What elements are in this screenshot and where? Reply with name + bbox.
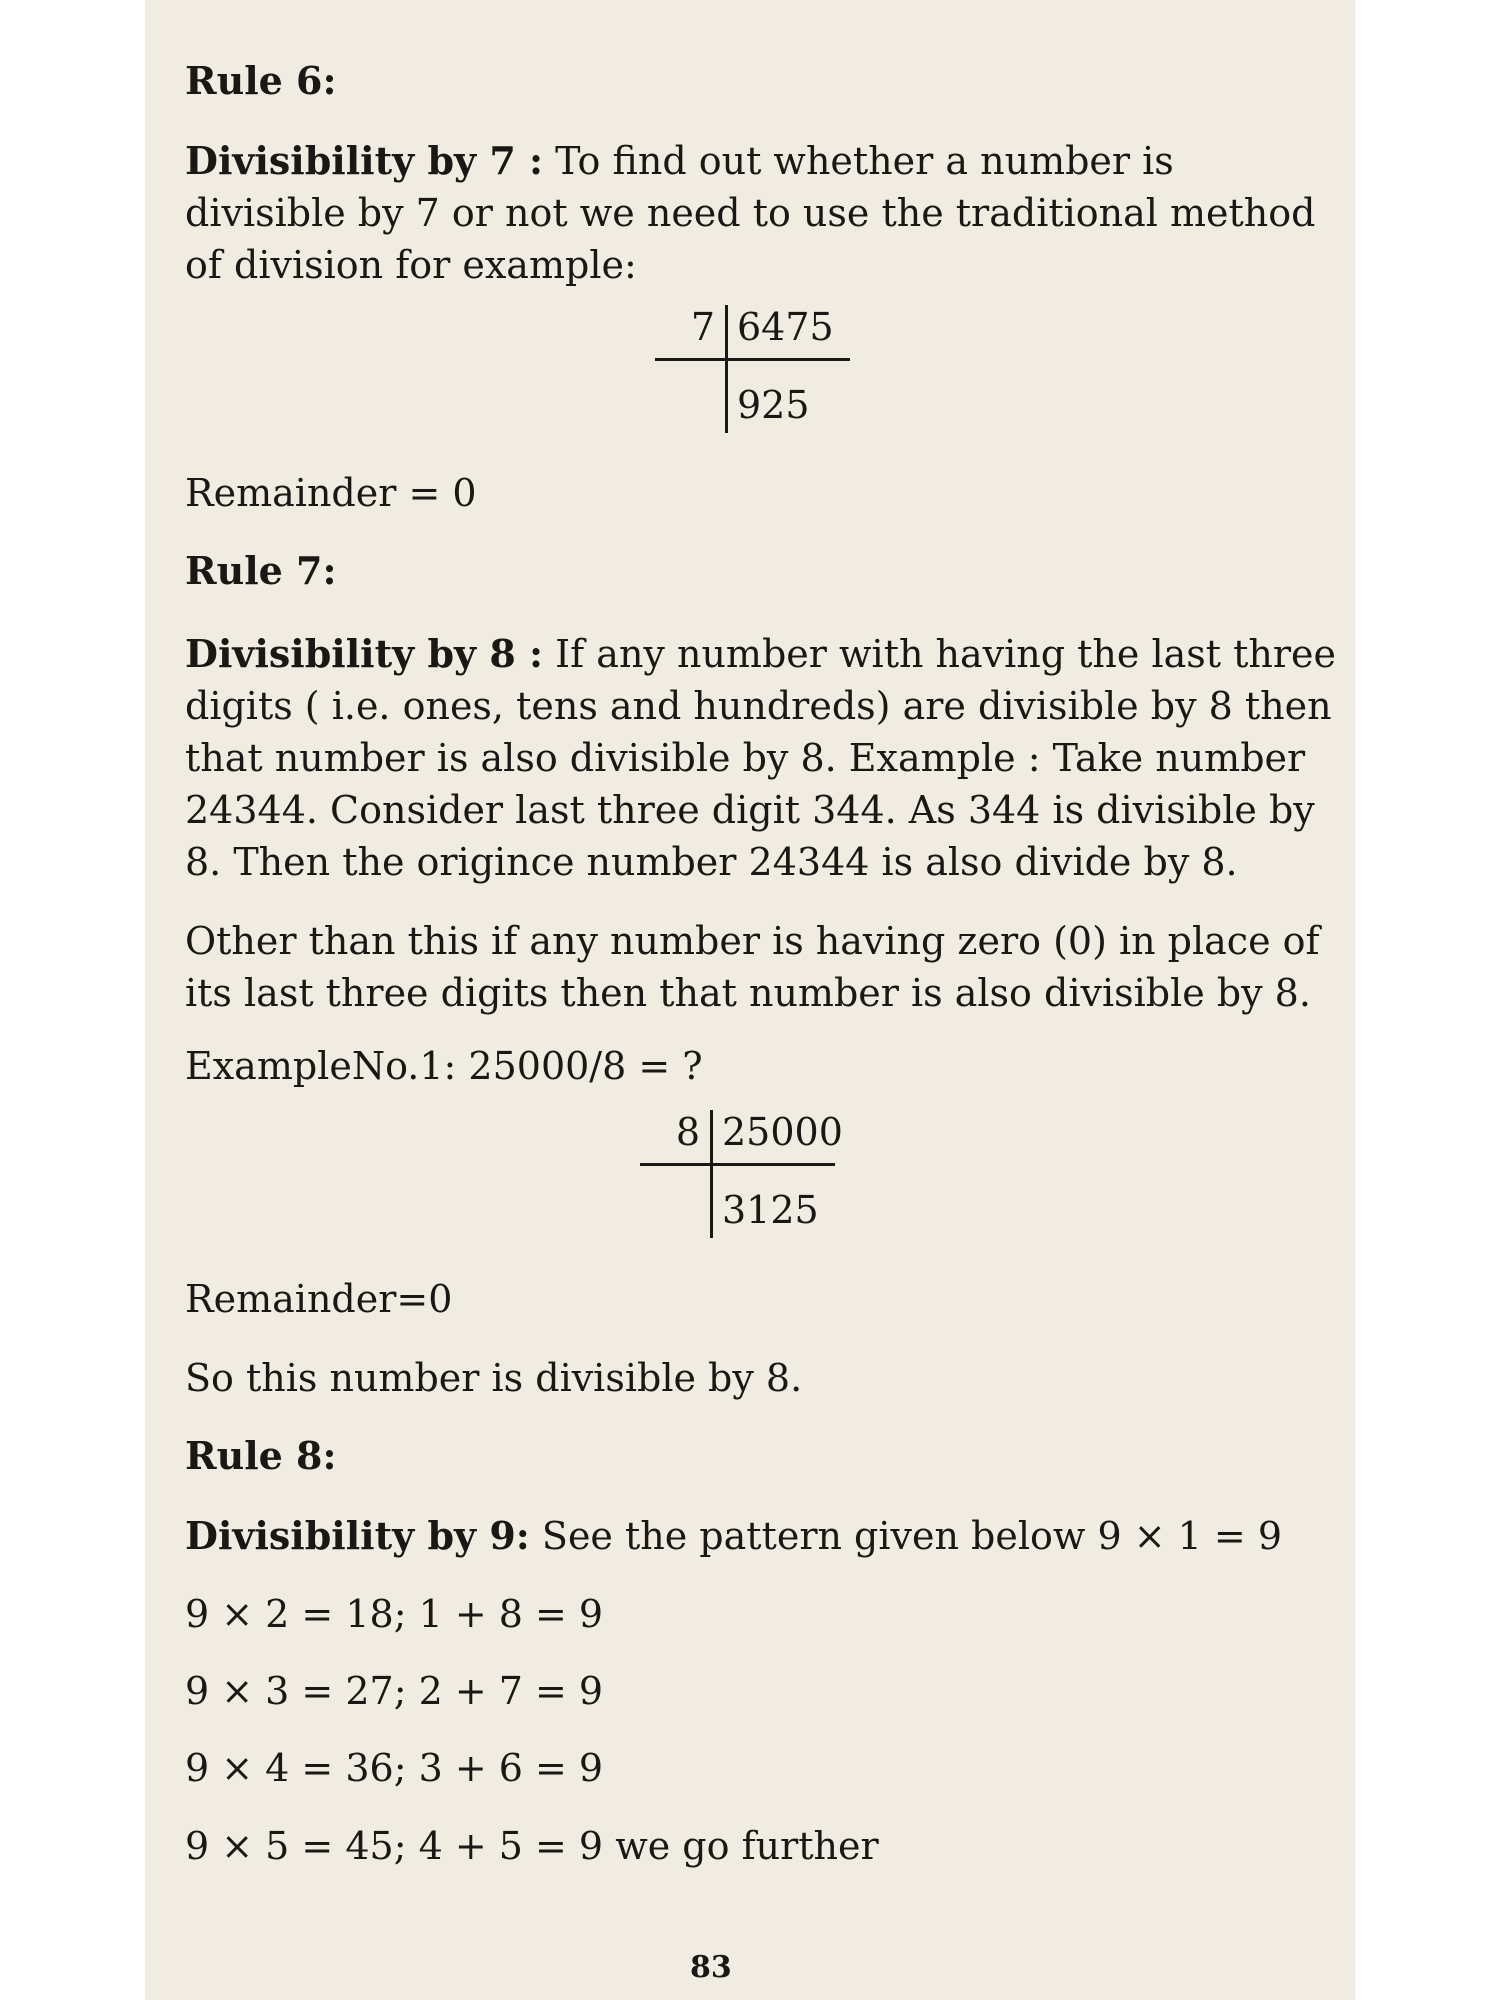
rule6-quotient: 925 [737,383,810,427]
rule6-heading: Rule 6: [185,58,337,103]
rule7-paragraph [185,628,1345,888]
page-number: 83 [690,1950,732,1985]
rule7-label: Divisibility by 8 : [185,631,544,676]
rule6-label: Divisibility by 7 : [185,138,544,183]
rule8-line-3: 9 × 4 = 36; 3 + 6 = 9 [185,1746,604,1790]
rule6-remainder: Remainder = 0 [185,471,477,515]
rule7-divisor: 8 [675,1110,700,1154]
rule8-text: See the pattern given below 9 × 1 = 9 [529,1514,1282,1558]
rule7-text: If any number with having the last three digits ( i.e. ones, tens and hundreds) are divisible by 8 then that number is also divisible by 8. Example : Take number 24344. Consider last three digit 344. As 344 is divisible by 8. Then the origince number 24344 is also divide by 8. [185,632,1336,884]
rule7-example: ExampleNo.1: 25000/8 = ? [185,1044,703,1088]
rule6-text: To find out whether a number is divisible by 7 or not we need to use the traditional method of division for example: [185,139,1316,287]
rule6-division-vline [725,305,728,433]
rule6-division-hline [655,358,850,361]
rule7-quotient: 3125 [722,1188,819,1232]
rule7-dividend: 25000 [722,1110,843,1154]
rule7-heading: Rule 7: [185,548,337,593]
rule8-line-1: 9 × 2 = 18; 1 + 8 = 9 [185,1592,604,1636]
rule8-heading: Rule 8: [185,1433,337,1478]
rule6-divisor: 7 [690,305,715,349]
rule8-label: Divisibility by 9: [185,1513,530,1558]
rule7-conclusion: So this number is divisible by 8. [185,1356,803,1400]
rule7-paragraph-2: Other than this if any number is having zero (0) in place of its last three digits then that number is also divisible by 8. [185,919,1320,1015]
rule7-division-hline [640,1163,835,1166]
rule8-line-2: 9 × 3 = 27; 2 + 7 = 9 [185,1669,604,1713]
rule6-dividend: 6475 [737,305,834,349]
rule8-paragraph [185,1510,1345,1562]
rule7-division-vline [710,1110,713,1238]
rule6-paragraph [185,135,1345,291]
rule8-line-4: 9 × 5 = 45; 4 + 5 = 9 we go further [185,1824,879,1868]
rule7-remainder: Remainder=0 [185,1277,453,1321]
